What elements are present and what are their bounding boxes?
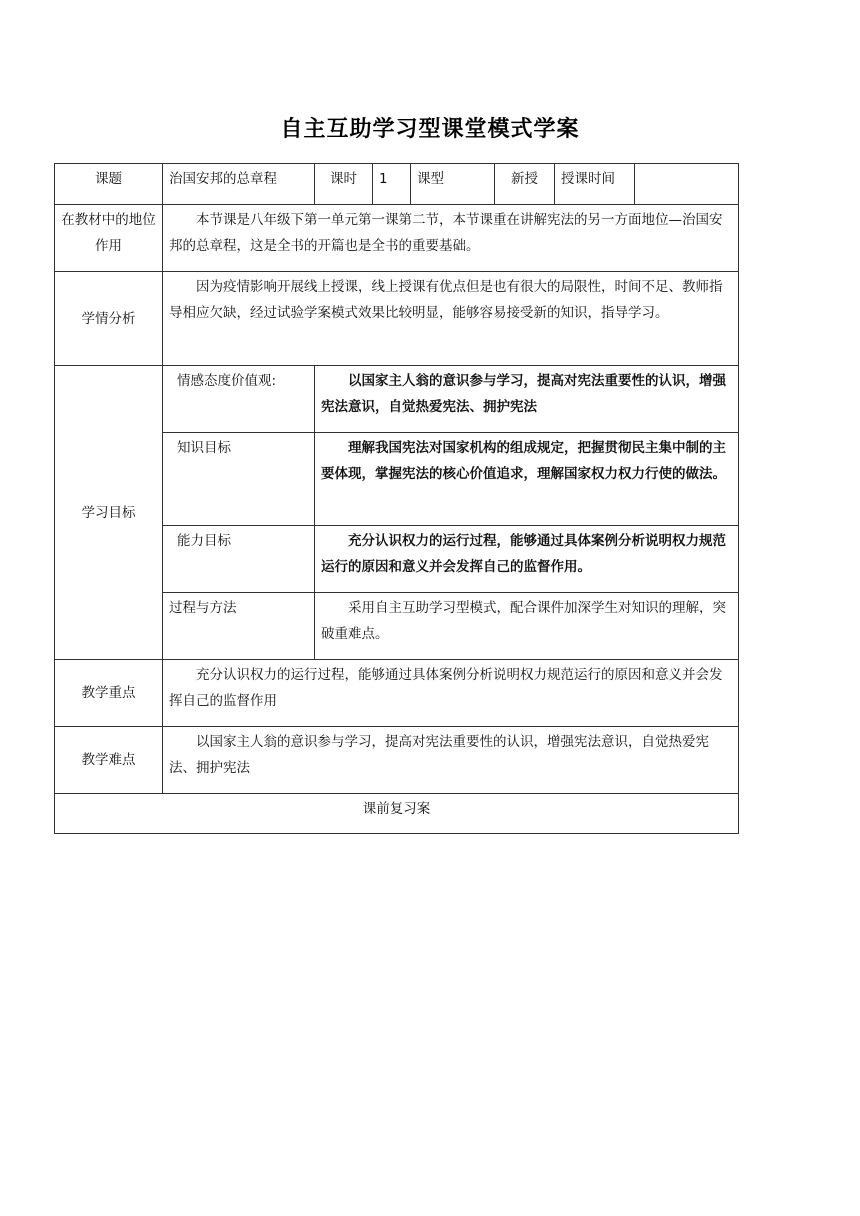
difficulty-text: 以国家主人翁的意识参与学习，提高对宪法重要性的认识，增强宪法意识，自觉热爱宪法、拥护宪法: [163, 727, 739, 794]
objective-label: 情感态度价值观:: [163, 366, 315, 433]
hours-label: 课时: [315, 164, 373, 205]
topic-label: 课题: [55, 164, 163, 205]
analysis-label: 学情分析: [55, 272, 163, 366]
analysis-row: [55, 272, 739, 366]
role-text: 本节课是八年级下第一单元第一课第二节，本节课重在讲解宪法的另一方面地位—治国安邦的总章程，这是全书的开篇也是全书的重要基础。: [163, 205, 739, 272]
review-row: [55, 794, 739, 834]
type-label: 课型: [411, 164, 495, 205]
objective-text: 理解我国宪法对国家机构的组成规定，把握贯彻民主集中制的主要体现，掌握宪法的核心价值追求，理解国家权力权力行使的做法。: [315, 433, 739, 526]
type-value: 新授: [495, 164, 555, 205]
document-title: 自主互助学习型课堂模式学案: [280, 117, 580, 142]
objective-label: 过程与方法: [163, 593, 315, 660]
time-label: 授课时间: [555, 164, 635, 205]
objective-label: 知识目标: [163, 433, 315, 526]
objective-text: 充分认识权力的运行过程，能够通过具体案例分析说明权力规范运行的原因和意义并会发挥自己的监督作用。: [315, 526, 739, 593]
header-row: [55, 164, 739, 205]
key-point-label: 教学重点: [55, 660, 163, 727]
lesson-plan-table: [54, 163, 739, 834]
key-point-text: 充分认识权力的运行过程，能够通过具体案例分析说明权力规范运行的原因和意义并会发挥自己的监督作用: [163, 660, 739, 727]
objective-text: 以国家主人翁的意识参与学习，提高对宪法重要性的认识，增强宪法意识，自觉热爱宪法、拥护宪法: [315, 366, 739, 433]
time-value: [635, 164, 739, 205]
hours-value: 1: [373, 164, 411, 205]
key-point-row: [55, 660, 739, 727]
objectives-label: 学习目标: [55, 366, 163, 660]
objective-label: 能力目标: [163, 526, 315, 593]
review-section-label: 课前复习案: [55, 794, 739, 834]
role-row: [55, 205, 739, 272]
difficulty-row: [55, 727, 739, 794]
topic-value: 治国安邦的总章程: [163, 164, 315, 205]
role-label: 在教材中的地位作用: [55, 205, 163, 272]
objective-row: [55, 366, 739, 433]
difficulty-label: 教学难点: [55, 727, 163, 794]
objective-text: 采用自主互助学习型模式，配合课件加深学生对知识的理解，突破重难点。: [315, 593, 739, 660]
analysis-text: 因为疫情影响开展线上授课，线上授课有优点但是也有很大的局限性，时间不足、教师指导相应欠缺，经过试验学案模式效果比较明显，能够容易接受新的知识，指导学习。: [163, 272, 739, 366]
